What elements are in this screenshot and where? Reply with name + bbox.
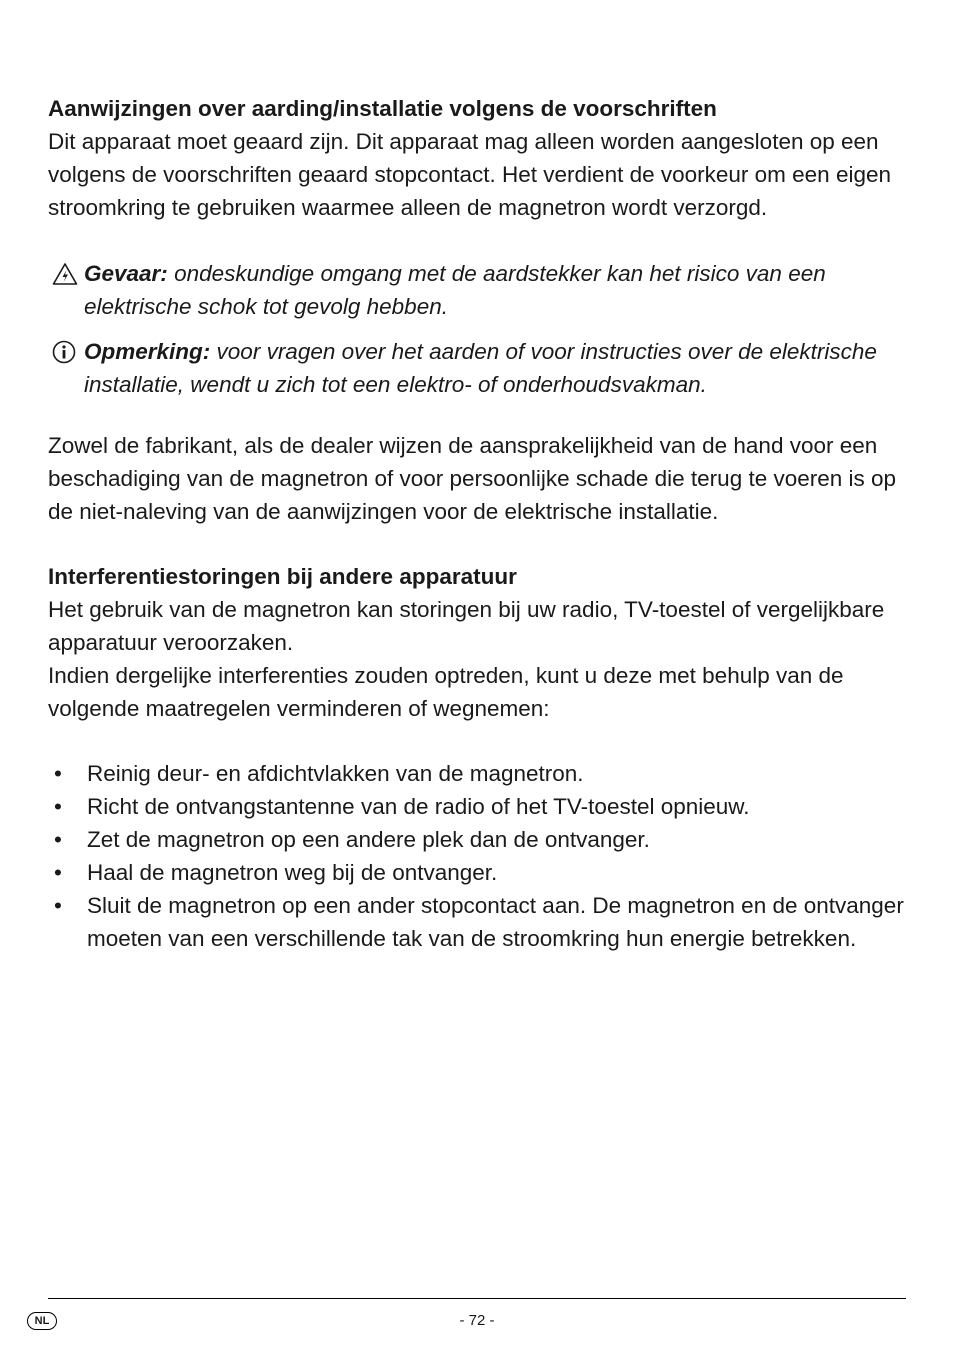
- page-content: [48, 92, 908, 955]
- list-item: • Haal de magnetron weg bij de ontvanger.: [48, 856, 908, 889]
- page-number: - 72 -: [459, 1312, 495, 1329]
- measures-list: [48, 757, 908, 955]
- info-icon: [52, 340, 78, 364]
- info-text: voor vragen over het aarden of voor instructies over de elektrische installatie, wendt u zich tot een elektro- of onderhoudsvakman.: [84, 339, 877, 397]
- list-item: • Zet de magnetron op een andere plek dan de ontvanger.: [48, 823, 908, 856]
- info-label: Opmerking:: [84, 339, 211, 364]
- list-item: • Reinig deur- en afdichtvlakken van de magnetron.: [48, 757, 908, 790]
- footer-divider: [48, 1298, 906, 1299]
- section-title-interference: Interferentiestoringen bij andere apparatuur: [48, 564, 517, 589]
- bullet-icon: •: [54, 893, 62, 918]
- bullet-icon: •: [54, 860, 62, 885]
- warning-triangle-icon: [52, 262, 78, 286]
- warning-note: [48, 257, 908, 323]
- section-title-grounding: Aanwijzingen over aarding/installatie volgens de voorschriften: [48, 96, 717, 121]
- warning-label: Gevaar:: [84, 261, 168, 286]
- interference-paragraph-2: Indien dergelijke interferenties zouden optreden, kunt u deze met behulp van de volgende maatregelen verminderen of wegnemen:: [48, 663, 844, 721]
- list-item: • Richt de ontvangstantenne van de radio of het TV-toestel opnieuw.: [48, 790, 908, 823]
- liability-paragraph: Zowel de fabrikant, als de dealer wijzen de aansprakelijkheid van de hand voor een beschadiging van de magnetron of voor persoonlijke schade die terug te voeren is op de niet-naleving van de aanwijzingen voor de elektrische installatie.: [48, 433, 897, 524]
- info-note: [48, 335, 908, 401]
- interference-paragraph-1: Het gebruik van de magnetron kan storingen bij uw radio, TV-toestel of vergelijkbare apparatuur veroorzaken.: [48, 597, 885, 655]
- bullet-icon: •: [54, 761, 62, 786]
- warning-text: ondeskundige omgang met de aardstekker kan het risico van een elektrische schok tot gevolg hebben.: [84, 261, 826, 319]
- list-item: • Sluit de magnetron op een ander stopcontact aan. De magnetron en de ontvanger moeten van een verschillende tak van de stroomkring hun energie betrekken.: [48, 889, 908, 955]
- bullet-icon: •: [54, 794, 62, 819]
- bullet-icon: •: [54, 827, 62, 852]
- language-badge: NL: [27, 1312, 57, 1330]
- grounding-paragraph: Dit apparaat moet geaard zijn. Dit apparaat mag alleen worden aangesloten op een volgens de voorschriften geaard stopcontact. Het verdient de voorkeur om een eigen stroomkring te gebruiken waarmee alleen de magnetron wordt verzorgd.: [48, 129, 892, 220]
